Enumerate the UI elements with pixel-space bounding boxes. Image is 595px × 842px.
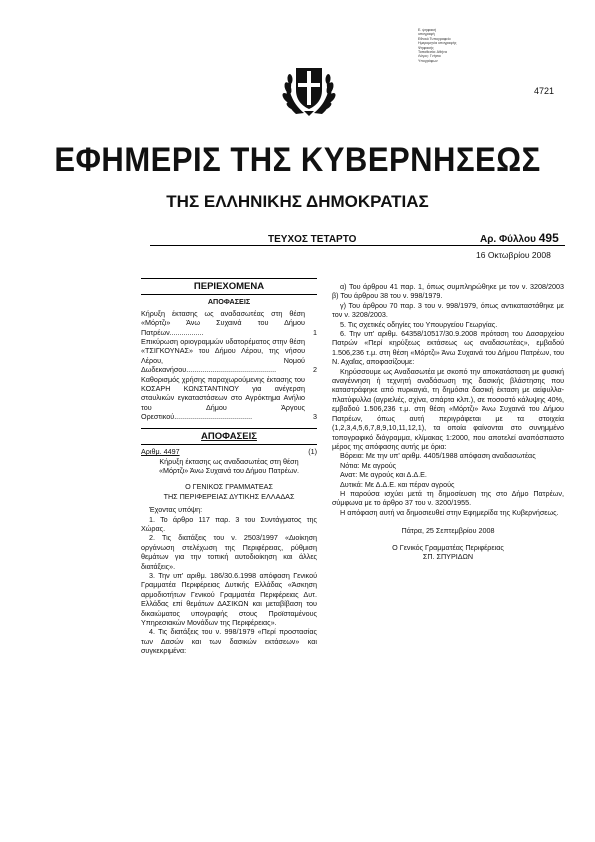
left-paragraph: 1. Το άρθρο 117 παρ. 3 του Συντάγματος της Χώρας. xyxy=(141,514,317,533)
right-paragraph: α) Του άρθρου 41 παρ. 1, όπως συμπληρώθηκε με τον ν. 3208/2003 β) Του άρθρου 38 του ν. 998/1979. xyxy=(332,282,564,301)
right-paragraph: Κηρύσσουμε ως Αναδασωτέα με σκοπό την αποκατάσταση με φυσική αναγέννηση ή τεχνητή αναδάσωση της δασικής βλάστησης που καταστράφηκε από πυρκαγιά, τη δημόσια δασική έκταση με αείφυλλα-πλατύφυλλα (αγριελιές, σχίνα, σπάρτα κλπ.), σε ποσοστό κάλυψης 40%, εμβαδού 1.506,236 τ.μ. στη θέση «Μόρτζι» Άνω Συχαινά του Δήμου Πατρέων, όπως αυτή περιγράφεται με τα στοιχεία (1,2,3,4,5,6,7,8,9,10,11,12,1), τα οποία φαίνονται στο συνημμένο τοπογραφικό διάγραμμα, κλίμακας 1:2000, που αποτελεί αναπόσπαστο μέρος της απόφασης αυτής με όρια: xyxy=(332,366,564,451)
gazette-title: ΕΦΗΜΕΡΙΣ ΤΗΣ ΚΥΒΕΡΝΗΣΕΩΣ xyxy=(54,139,541,180)
right-paragraph: Βόρεια: Με την υπ' αριθμ. 4405/1988 απόφαση αναδασωτέας xyxy=(340,451,536,461)
decision-number-line xyxy=(141,447,317,456)
stamp-line: Ψηφιακής xyxy=(418,45,434,50)
left-paragraph: 2. Τις διατάξεις του ν. 2503/1997 «Διοίκηση οργάνωση στελέχωση της Περιφέρειας, ρύθμιση θεμάτων για την τοπική αυτοδιοίκηση και άλλες διατάξεις». xyxy=(141,533,317,571)
divider xyxy=(141,278,317,279)
toc-section: ΑΠΟΦΑΣΕΙΣ xyxy=(207,297,251,307)
decision-number: Αριθμ. 4497 xyxy=(141,447,180,457)
right-column xyxy=(332,282,564,561)
place-date: Πάτρα, 25 Σεπτεμβρίου 2008 xyxy=(401,526,495,536)
stamp-line: Ημερομηνία υπογραφής xyxy=(418,41,457,46)
stamp-line: Ε. ψηφιακή xyxy=(418,28,436,32)
gazette-subtitle: ΤΗΣ ΕΛΛΗΝΙΚΗΣ ΔΗΜΟΚΡΑΤΙΑΣ xyxy=(166,192,429,211)
right-paragraph: 6. Την υπ' αριθμ. 64358/10517/30.9.2008 πρόταση του Δασαρχείου Πατρών «Περί κηρύξεως εκτάσεως ως αναδασωτέας», εμβαδού 1.506,236 τ.μ. στη θέση «Μόρτζι» Άνω Συχαινά του Δήμου Πατρέων, του Ν. Αχαΐας, αποφασίζουμε: xyxy=(332,329,564,367)
decisions-heading: ΑΠΟΦΑΣΕΙΣ xyxy=(201,430,257,442)
right-paragraph: γ) Του άρθρου 70 παρ. 3 του ν. 998/1979, όπως αντικαταστάθηκε με τον ν. 3208/2003. xyxy=(332,300,564,320)
sheet-label: Αρ. Φύλλου xyxy=(480,234,536,245)
page-number: 4721 xyxy=(534,86,555,96)
stamp-line: Τοποθεσία: Αθήνα xyxy=(418,50,447,55)
header-rule xyxy=(150,245,565,246)
right-paragraph: Η απόφαση αυτή να δημοσιευθεί στην Εφημερίδα της Κυβερνήσεως. xyxy=(340,507,559,517)
divider xyxy=(141,444,317,445)
authority-line-2: ΤΗΣ ΠΕΡΙΦΕΡΕΙΑΣ ΔΥΤΙΚΗΣ ΕΛΛΑΔΑΣ xyxy=(163,491,295,501)
decision-marker: (1) xyxy=(308,447,317,457)
toc-entry-page: 3 xyxy=(313,412,317,422)
right-paragraph: 5. Τις σχετικές οδηγίες του Υπουργείου Γεωργίας. xyxy=(340,319,498,329)
signatory-name: ΣΠ. ΣΠΥΡΙΔΩΝ xyxy=(422,551,474,561)
divider xyxy=(141,294,317,295)
toc-entry[interactable] xyxy=(141,337,317,375)
toc-entry[interactable] xyxy=(141,309,317,337)
toc-entry-text: Επικύρωση οριογραμμών υδατορέματος στην θέση «ΤΣΙΓΚΟΥΝΑΣ» του Δήμου Λέρου, της νήσου Λέρου, Νομού Δωδεκανήσου............................................. xyxy=(141,337,305,375)
toc-entry-text: Κήρυξη έκτασης ως αναδασωτέας στη θέση «Μόρτζι» Άνω Συχαινά του Δήμου Πατρέων................. xyxy=(141,308,305,337)
decision-subject: Κήρυξη έκτασης ως αναδασωτέας στη θέση «Μόρτζι» Άνω Συχαινά του Δήμου Πατρέων. xyxy=(158,456,300,475)
toc-entry-page: 1 xyxy=(313,327,317,337)
stamp-line: Εθνικό Τυπογραφείο xyxy=(418,36,451,41)
toc-entry-text: Καθορισμός χρήσης παραχωρούμενης έκτασης του ΚΟΣΑΡΗ ΚΩΝΣΤΑΝΤΙΝΟΥ για ανέγερση σταυλικών εγκαταστάσεων στο Αγρόκτημα Ανήλιο του Δήμου Άργους Ορεστικού....................................... xyxy=(141,374,305,422)
issue-type: ΤΕΥΧΟΣ ΤΕΤΑΡΤΟ xyxy=(268,234,357,245)
digital-signature-stamp xyxy=(418,28,488,63)
right-paragraph: Νότια: Με αγρούς xyxy=(340,460,397,470)
stamp-line: Υπογράφων xyxy=(418,58,438,63)
toc-heading: ΠΕΡΙΕΧΟΜΕΝΑ xyxy=(193,281,265,292)
toc-entry[interactable] xyxy=(141,375,317,422)
right-paragraph: Η παρούσα ισχύει μετά τη δημοσίευση της στο Δήμο Πατρέων, σύμφωνα με το άρθρο 37 του ν. 3200/1955. xyxy=(332,488,564,508)
sheet-number: 495 xyxy=(538,231,559,245)
considering: Έχοντας υπόψη: xyxy=(149,505,203,515)
right-paragraph: Ανατ: Με αγρούς και Δ.Δ.Ε. xyxy=(340,470,427,480)
left-paragraph: 3. Την υπ' αριθμ. 186/30.6.1998 απόφαση Γενικού Γραμματέα Περιφέρειας Δυτικής Ελλάδας «Άσκηση αρμοδιοτήτων Γενικού Γραμματέα Περιφέρειας Δυτ. Ελλάδας επί θεμάτων ΔΑΣΙΚΩΝ και μεταβίβαση του δικαιώματος υπογραφής στους Προϊσταμένους Υπηρεσιακών Μονάδων της Περιφέρειας». xyxy=(141,570,317,627)
toc-entry-page: 2 xyxy=(313,365,317,375)
issue-date: 16 Οκτωβρίου 2008 xyxy=(476,250,551,260)
sheet-number-label xyxy=(480,231,559,245)
left-paragraph: 4. Τις διατάξεις του ν. 998/1979 «Περί προστασίας των Δασών και των δασικών εκτάσεων» και συγκεκριμένα: xyxy=(141,627,317,656)
greek-coat-of-arms-icon xyxy=(282,58,336,118)
divider xyxy=(141,428,317,429)
stamp-line: υπογραφή xyxy=(418,32,435,37)
authority-line-1: Ο ΓΕΝΙΚΟΣ ΓΡΑΜΜΑΤΕΑΣ xyxy=(185,482,273,492)
signatory-title: Ο Γενικός Γραμματέας Περιφέρειας xyxy=(392,542,504,552)
stamp-line: Λόγος: Γνήσιο xyxy=(418,54,441,59)
left-column xyxy=(141,276,317,656)
right-paragraph: Δυτικά: Με Δ.Δ.Ε. και πέραν αγρούς xyxy=(340,479,455,489)
